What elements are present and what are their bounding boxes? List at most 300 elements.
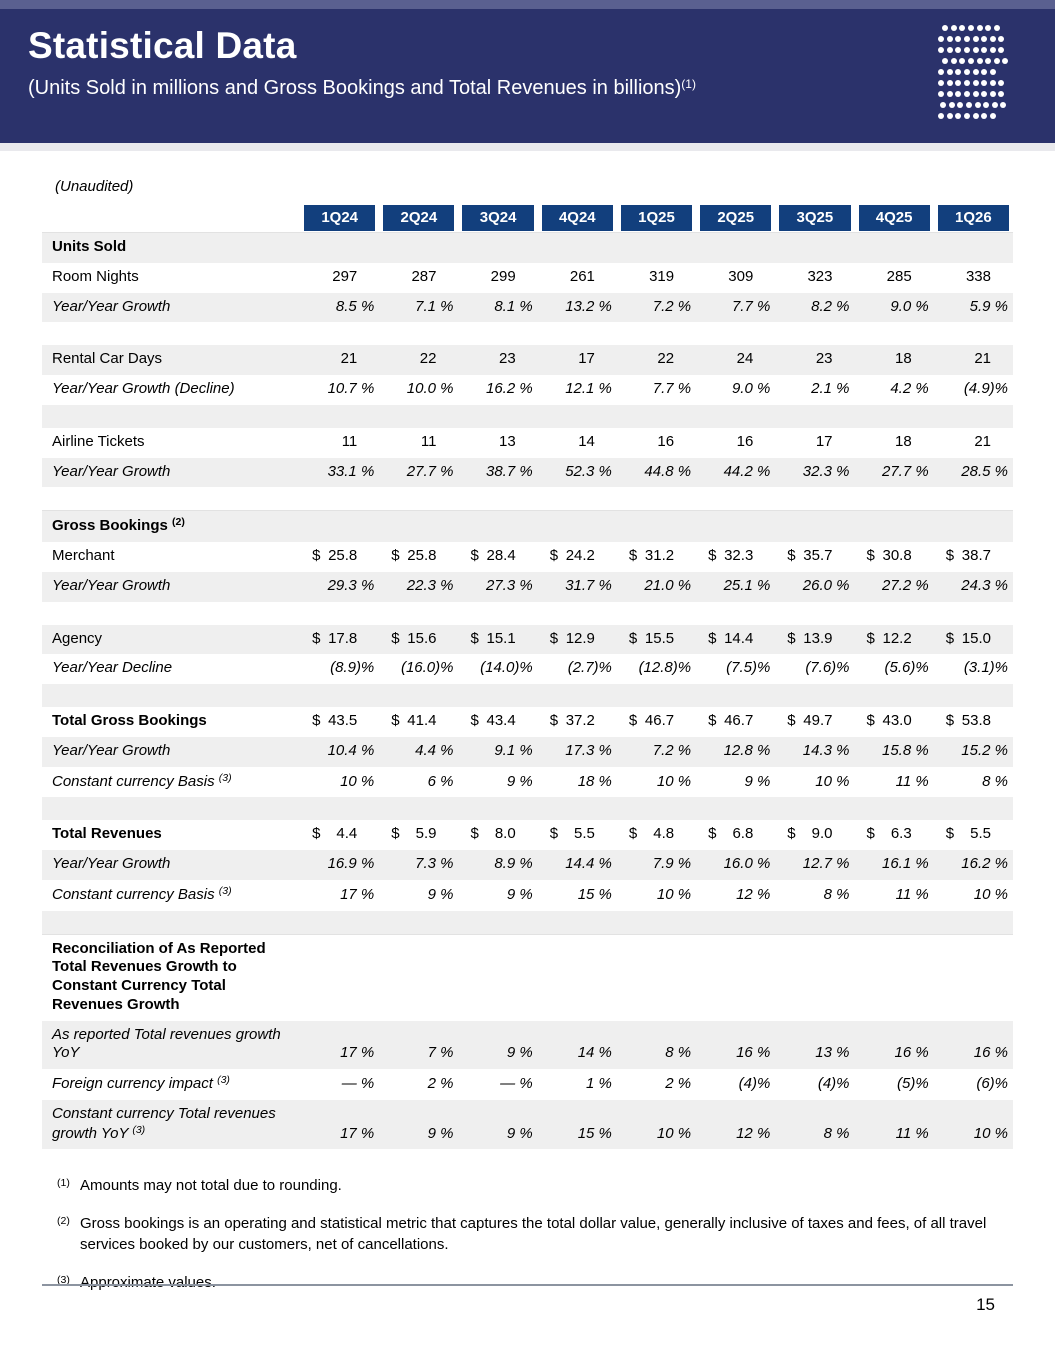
- dot: [998, 36, 1004, 42]
- value-cell: [617, 820, 696, 850]
- table-row: [42, 375, 1013, 405]
- value-cell: [775, 820, 854, 850]
- content: [42, 178, 1013, 1293]
- currency-symbol: $: [787, 712, 796, 729]
- cell-value: 9.0 %: [731, 380, 771, 397]
- spacer-cell: [42, 684, 1013, 707]
- currency-symbol: $: [549, 825, 559, 843]
- dot: [981, 69, 987, 75]
- cell-value: 8.5 %: [335, 297, 375, 315]
- dot: [990, 91, 996, 97]
- value-cell: [538, 458, 617, 488]
- value-cell: [775, 850, 854, 880]
- cell-value: 4.2 %: [890, 380, 929, 397]
- cell-value: 1 %: [586, 1075, 612, 1092]
- spacer-cell: [42, 911, 1013, 935]
- cell-value: 17.8: [328, 629, 358, 647]
- value-cell: [458, 1069, 537, 1100]
- value-cell: [538, 263, 617, 293]
- value-cell: [934, 654, 1013, 684]
- value-cell: [300, 654, 379, 684]
- cell-value: (2.7)%: [567, 659, 612, 677]
- value-cell: [696, 1100, 775, 1150]
- value-cell: [538, 654, 617, 684]
- cell-value: 9.1 %: [494, 741, 533, 759]
- value-cell: [855, 1021, 934, 1070]
- cell-value: 21: [974, 432, 991, 450]
- value-cell: [855, 345, 934, 375]
- statistical-data-table: [42, 205, 1013, 1149]
- cell-value: 31.2: [644, 547, 675, 564]
- dot-row: [938, 88, 1011, 99]
- cell-value: (4)%: [738, 1075, 771, 1092]
- footnote-3-text: Approximate values.: [80, 1274, 216, 1292]
- page-title: Statistical Data: [28, 25, 297, 66]
- value-cell: [538, 850, 617, 880]
- table-row: [42, 428, 1013, 458]
- dot: [964, 91, 970, 97]
- dot: [942, 25, 948, 31]
- cell-value: 9.0: [811, 825, 833, 843]
- cell-value: 309: [728, 267, 754, 285]
- cell-value: 9 %: [506, 772, 533, 790]
- value-cell: [379, 737, 458, 767]
- value-cell: [934, 542, 1013, 572]
- table-row: [42, 542, 1013, 572]
- value-cell: [379, 458, 458, 488]
- cell-value: 27.7 %: [882, 462, 929, 480]
- cell-value: 297: [332, 267, 358, 285]
- cell-value: 11: [341, 432, 358, 450]
- dot: [955, 47, 961, 53]
- cell-value: (6)%: [976, 1075, 1008, 1092]
- cell-value: 7.7 %: [652, 380, 692, 397]
- cell-value: 16 %: [894, 1044, 929, 1062]
- cell-value: 10.7 %: [327, 380, 375, 397]
- table-row: [42, 820, 1013, 850]
- value-cell: [300, 375, 379, 405]
- value-cell: [855, 263, 934, 293]
- cell-value: 17.3 %: [565, 741, 612, 759]
- currency-symbol: $: [628, 629, 638, 647]
- value-cell: [696, 1021, 775, 1070]
- value-cell: [300, 263, 379, 293]
- dot: [968, 58, 974, 64]
- currency-symbol: $: [866, 547, 875, 564]
- cell-value: 22: [419, 350, 437, 368]
- cell-value: 49.7: [803, 712, 833, 729]
- cell-value: (5.6)%: [884, 659, 929, 677]
- currency-symbol: $: [708, 629, 717, 647]
- value-cell: [379, 707, 458, 737]
- cell-value: 17: [578, 350, 595, 368]
- cell-value: 7.2 %: [652, 297, 692, 315]
- cell-value: 14: [578, 432, 595, 450]
- value-cell: [696, 767, 775, 798]
- dot: [1002, 58, 1008, 64]
- value-cell: [379, 820, 458, 850]
- dot: [959, 58, 965, 64]
- value-cell: [617, 737, 696, 767]
- cell-value: 10 %: [340, 772, 375, 790]
- cell-value: 32.3: [724, 547, 754, 564]
- cell-value: 44.8 %: [644, 462, 692, 480]
- row-label: Merchant: [52, 547, 115, 564]
- dot: [990, 36, 996, 42]
- cell-value: 4.8: [653, 825, 675, 843]
- value-cell: [934, 737, 1013, 767]
- value-cell: [617, 293, 696, 323]
- dot: [990, 69, 996, 75]
- dot: [959, 25, 965, 31]
- table-row: [42, 263, 1013, 293]
- value-cell: [934, 375, 1013, 405]
- cell-value: 7.1 %: [415, 297, 454, 315]
- cell-value: 16 %: [973, 1044, 1008, 1062]
- value-cell: [379, 263, 458, 293]
- table-row: [42, 345, 1013, 375]
- cell-value: 24.3 %: [961, 576, 1008, 594]
- row-label: Year/Year Growth: [52, 855, 171, 872]
- currency-symbol: $: [628, 547, 638, 564]
- spacer-row: [42, 322, 1013, 345]
- row-label: Year/Year Decline: [52, 659, 173, 677]
- cell-value: 10 %: [815, 772, 850, 790]
- cell-value: 16 %: [736, 1044, 771, 1062]
- cell-value: 5.5: [970, 825, 991, 843]
- value-cell: [855, 625, 934, 655]
- value-cell: [855, 654, 934, 684]
- cell-value: (7.6)%: [805, 659, 850, 677]
- cell-value: 10.4 %: [327, 741, 375, 759]
- value-cell: [934, 880, 1013, 911]
- value-cell: [855, 707, 934, 737]
- value-cell: [458, 375, 537, 405]
- cell-value: (12.8)%: [638, 659, 692, 677]
- cell-value: 7.7 %: [731, 297, 771, 315]
- cell-value: 5.9: [415, 825, 437, 843]
- cell-value: 43.0: [882, 712, 912, 729]
- value-cell: [379, 1100, 458, 1150]
- cell-value: 10 %: [656, 885, 692, 903]
- spacer-cell: [42, 602, 1013, 625]
- dot: [973, 69, 979, 75]
- row-label: As reported Total revenues growth YoY: [52, 1025, 281, 1062]
- dot: [973, 91, 979, 97]
- row-label: Year/Year Growth (Decline): [52, 380, 235, 397]
- cell-value: (4)%: [817, 1075, 850, 1092]
- value-cell: [538, 707, 617, 737]
- table-row: [42, 625, 1013, 655]
- table-row: [42, 1021, 1013, 1070]
- table-row: [42, 511, 1013, 542]
- row-label: Total Revenues: [52, 825, 162, 843]
- cell-value: 8.0: [494, 825, 516, 843]
- cell-value: 5.9 %: [969, 297, 1008, 315]
- value-cell: [617, 625, 696, 655]
- value-cell: [855, 542, 934, 572]
- cell-value: 16.1 %: [882, 855, 929, 872]
- currency-symbol: $: [470, 712, 479, 729]
- value-cell: [934, 572, 1013, 602]
- cell-value: 44.2 %: [723, 462, 771, 480]
- value-cell: [538, 625, 617, 655]
- cell-value: 18 %: [577, 772, 612, 790]
- value-cell: [696, 707, 775, 737]
- value-cell: [300, 572, 379, 602]
- value-cell: [379, 654, 458, 684]
- footnote-ref: (3): [218, 884, 232, 897]
- cell-value: (4.9)%: [963, 380, 1008, 397]
- value-cell: [934, 263, 1013, 293]
- page-footer: [42, 1284, 1013, 1315]
- value-cell: [458, 850, 537, 880]
- cell-value: 12 %: [736, 1124, 771, 1142]
- cell-value: 21.0 %: [644, 576, 692, 594]
- column-header-spacer: [42, 205, 300, 233]
- currency-symbol: $: [866, 712, 875, 729]
- column-header-2q25: [696, 205, 775, 233]
- row-label: Rental Car Days: [52, 350, 163, 368]
- currency-symbol: $: [549, 629, 559, 647]
- cell-value: 11 %: [895, 772, 929, 790]
- cell-value: 8 %: [982, 772, 1008, 790]
- currency-symbol: $: [470, 825, 479, 843]
- table-row: [42, 572, 1013, 602]
- dot-row: [938, 66, 1011, 77]
- unaudited-label: (Unaudited): [55, 178, 134, 195]
- cell-value: 12.1 %: [565, 380, 612, 397]
- value-cell: [934, 428, 1013, 458]
- dot: [957, 102, 963, 108]
- value-cell: [379, 293, 458, 323]
- value-cell: [775, 1069, 854, 1100]
- table-row: [42, 654, 1013, 684]
- cell-value: 7.2 %: [652, 741, 692, 759]
- cell-value: 8 %: [665, 1044, 692, 1062]
- table-row: [42, 880, 1013, 911]
- page-subtitle-text: (Units Sold in millions and Gross Bookings and Total Revenues in billions): [28, 76, 682, 99]
- value-cell: [855, 767, 934, 798]
- value-cell: [300, 707, 379, 737]
- row-label: Airline Tickets: [52, 432, 145, 450]
- value-cell: [617, 1021, 696, 1070]
- cell-value: 22.3 %: [406, 576, 454, 594]
- value-cell: [300, 880, 379, 911]
- cell-value: (14.0)%: [480, 659, 533, 677]
- value-cell: [617, 850, 696, 880]
- currency-symbol: $: [708, 825, 717, 843]
- value-cell: [775, 572, 854, 602]
- cell-value: 27.7 %: [406, 462, 454, 480]
- column-header-4q24: [538, 205, 617, 233]
- value-cell: [458, 654, 537, 684]
- dot: [973, 36, 979, 42]
- value-cell: [538, 293, 617, 323]
- value-cell: [617, 428, 696, 458]
- quarter-header-box: 3Q25: [779, 205, 850, 231]
- cell-value: 16.9 %: [327, 855, 375, 872]
- cell-value: 22: [657, 350, 675, 368]
- cell-value: 5.5: [574, 825, 595, 843]
- value-cell: [617, 572, 696, 602]
- spacer-cell: [42, 797, 1013, 820]
- quarter-header-box: 3Q24: [462, 205, 533, 231]
- cell-value: 13.9: [803, 629, 833, 647]
- cell-value: 17: [815, 432, 833, 450]
- table-row: [42, 850, 1013, 880]
- cell-value: 14 %: [577, 1044, 612, 1062]
- dot: [940, 102, 946, 108]
- spacer-row: [42, 911, 1013, 935]
- cell-value: (8.9)%: [330, 659, 375, 677]
- column-header-2q24: [379, 205, 458, 233]
- value-cell: [855, 428, 934, 458]
- header-banner: [0, 9, 1055, 143]
- value-cell: [458, 1021, 537, 1070]
- dot: [981, 36, 987, 42]
- value-cell: [538, 572, 617, 602]
- footnote-ref: (3): [132, 1123, 146, 1136]
- dot: [938, 47, 944, 53]
- dot: [981, 47, 987, 53]
- dot-row: [938, 44, 1011, 55]
- dot: [942, 58, 948, 64]
- cell-value: 21: [340, 350, 358, 368]
- dot: [938, 36, 944, 42]
- dot: [990, 47, 996, 53]
- cell-value: 338: [965, 267, 991, 285]
- cell-value: 9 %: [506, 1124, 533, 1142]
- quarter-header-box: 1Q24: [304, 205, 375, 231]
- dot: [964, 69, 970, 75]
- value-cell: [538, 428, 617, 458]
- row-label: Total Gross Bookings: [52, 712, 207, 729]
- value-cell: [617, 767, 696, 798]
- cell-value: (5)%: [897, 1075, 929, 1092]
- dot-row: [942, 55, 1011, 66]
- cell-value: 10 %: [973, 885, 1008, 903]
- cell-value: 2 %: [427, 1075, 454, 1092]
- cell-value: 41.4: [407, 712, 437, 729]
- value-cell: [696, 293, 775, 323]
- value-cell: [696, 263, 775, 293]
- value-cell: [775, 654, 854, 684]
- dot: [975, 102, 981, 108]
- currency-symbol: $: [787, 629, 796, 647]
- cell-value: 17 %: [340, 885, 375, 903]
- dot: [985, 25, 991, 31]
- value-cell: [855, 850, 934, 880]
- cell-value: 14.4 %: [565, 855, 612, 872]
- currency-symbol: $: [945, 825, 955, 843]
- value-cell: [617, 345, 696, 375]
- quarter-header-box: 4Q24: [542, 205, 613, 231]
- cell-value: 9 %: [506, 885, 533, 903]
- cell-value: 52.3 %: [565, 462, 612, 480]
- value-cell: [934, 293, 1013, 323]
- dot: [973, 47, 979, 53]
- row-label: Constant currency Basis $^{(3)}$: [52, 771, 232, 790]
- spacer-row: [42, 487, 1013, 511]
- value-cell: [458, 1100, 537, 1150]
- value-cell: [379, 542, 458, 572]
- cell-value: 15.2 %: [961, 741, 1008, 759]
- cell-value: 8 %: [823, 885, 850, 903]
- cell-value: 11: [420, 432, 437, 450]
- currency-symbol: $: [391, 629, 400, 647]
- dot: [994, 25, 1000, 31]
- dot-grid-logo-icon: [938, 22, 1011, 121]
- value-cell: [379, 880, 458, 911]
- table-row: [42, 737, 1013, 767]
- value-cell: [300, 1100, 379, 1150]
- dot: [947, 69, 953, 75]
- footnote-2: [57, 1213, 1013, 1255]
- dot: [964, 47, 970, 53]
- value-cell: [696, 654, 775, 684]
- value-cell: [775, 542, 854, 572]
- value-cell: [379, 1069, 458, 1100]
- table-row: [42, 233, 1013, 263]
- row-label: Constant currency Total revenues growth YoY $^{(3)}$: [52, 1104, 276, 1142]
- currency-symbol: $: [312, 712, 321, 729]
- cell-value: 15.8 %: [882, 741, 929, 759]
- value-cell: [617, 263, 696, 293]
- cell-value: 8 %: [823, 1124, 850, 1142]
- value-cell: [379, 428, 458, 458]
- cell-value: (7.5)%: [726, 659, 771, 677]
- cell-value: 10.0 %: [406, 380, 454, 397]
- column-header-4q25: [855, 205, 934, 233]
- cell-value: (3.1)%: [963, 659, 1008, 677]
- cell-value: 38.7: [961, 547, 991, 564]
- cell-value: 26.0 %: [802, 576, 850, 594]
- cell-value: 9 %: [744, 772, 771, 790]
- value-cell: [379, 625, 458, 655]
- cell-value: 14.3 %: [802, 741, 850, 759]
- value-cell: [538, 375, 617, 405]
- dot: [994, 58, 1000, 64]
- cell-value: — %: [500, 1075, 533, 1092]
- value-cell: [538, 820, 617, 850]
- dot: [947, 91, 953, 97]
- cell-value: 15.0: [961, 629, 991, 647]
- value-cell: [775, 293, 854, 323]
- dot: [985, 58, 991, 64]
- value-cell: [696, 850, 775, 880]
- value-cell: [458, 293, 537, 323]
- quarter-header-box: 2Q25: [700, 205, 771, 231]
- cell-value: 9 %: [427, 885, 454, 903]
- table-row: [42, 707, 1013, 737]
- value-cell: [538, 1100, 617, 1150]
- spacer-row: [42, 405, 1013, 428]
- cell-value: 31.7 %: [565, 576, 612, 594]
- row-label: Foreign currency impact $^{(3)}$: [52, 1074, 230, 1092]
- value-cell: [300, 428, 379, 458]
- value-cell: [300, 850, 379, 880]
- cell-value: 13: [499, 432, 516, 450]
- currency-symbol: $: [787, 825, 796, 843]
- table-row: [42, 458, 1013, 488]
- cell-value: 33.1 %: [327, 462, 375, 480]
- cell-value: 7 %: [427, 1044, 454, 1062]
- value-cell: [458, 542, 537, 572]
- value-cell: [617, 1100, 696, 1150]
- footnote-2-marker: (2): [57, 1215, 70, 1228]
- value-cell: [300, 458, 379, 488]
